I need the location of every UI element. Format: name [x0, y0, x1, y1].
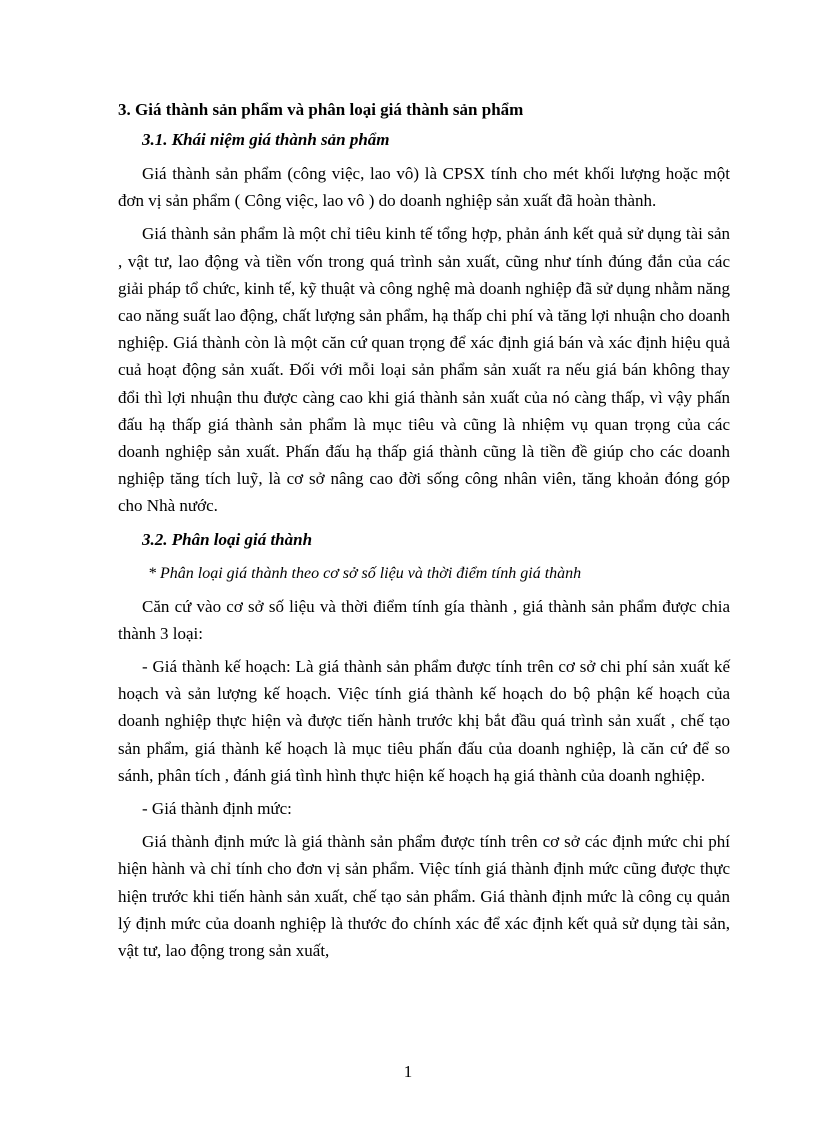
paragraph: Giá thành định mức là giá thành sản phẩm được tính trên cơ sở các định mức chi phí hiện hành và chỉ tính cho đơn vị sản phẩm. Việc tính giá thành định mức cũng được thực hiện trước khi tiến hành sản xuất, chế tạo sản phẩm. Giá thành định mức là công cụ quản lý định mức của doanh nghiệp là thước đo chính xác để xác định kết quả sử dụng tài sản, vật tư, lao động trong sản xuất,: [118, 832, 730, 961]
paragraph: Giá thành sản phẩm (công việc, lao vô) là CPSX tính cho mét khối lượng hoặc một đơn vị sản phẩm ( Công việc, lao vô ) do doanh nghiệp sản xuất đã hoàn thành.: [118, 164, 730, 211]
paragraph: - Giá thành định mức:: [142, 799, 292, 819]
page-number: 1: [403, 1062, 413, 1081]
paragraph: Căn cứ vào cơ sở số liệu và thời điểm tính gía thành , giá thành sản phẩm được chia thành 3 loại:: [118, 596, 730, 643]
subsection-title-concept: 3.1. Khái niệm giá thành sản phẩm: [142, 130, 390, 149]
paragraph: Giá thành sản phẩm là một chỉ tiêu kinh tế tổng hợp, phản ánh kết quả sử dụng tài sản , vật tư, lao động và tiền vốn trong quá trình sản xuất, cũng như tính đúng đắn của các giải pháp tổ chức, kinh tế, kỹ thuật và công nghệ mà doanh nghiệp đã sử dụng nhằm năng cao năng suất lao động, chất lượng sản phẩm, hạ thấp chi phí và tăng lợi nhuận cho doanh nghiệp. Giá thành còn là một căn cứ quan trọng để xác định giá bán và xác định hiệu quả cuả hoạt động sản xuất. Đối với mỗi loại sản phẩm sản xuất ra nếu giá bán không thay đổi thì lợi nhuận thu được càng cao khi giá thành sản xuất của nó càng thấp, vì vậy phấn đấu hạ thấp giá thành sản phẩm là mục tiêu và cũng là nhiệm vụ quan trọng của các doanh nghiệp sản xuất. Phấn đấu hạ thấp giá thành cũng là tiền đề giúp cho các doanh nghiệp tăng tích luỹ, là cơ sở nâng cao đời sống công nhân viên, tăng khoản đóng góp cho Nhà nước.: [118, 224, 730, 516]
section-title: 3. Giá thành sản phẩm và phân loại giá thành sản phẩm: [118, 100, 524, 119]
italic-note: * Phân loại giá thành theo cơ sở số liệu và thời điểm tính giá thành: [148, 564, 582, 582]
paragraph: - Giá thành kế hoạch: Là giá thành sản phẩm được tính trên cơ sở chi phí sản xuất kế hoạch và sản lượng kế hoạch. Việc tính giá thành kế hoạch do bộ phận kế hoạch của doanh nghiệp thực hiện và được tiến hành trước khị bắt đầu quá trình sản xuất , chế tạo sản phẩm, giá thành kế hoạch là mục tiêu phấn đấu của doanh nghiệp, là căn cứ để so sánh, phân tích , đánh giá tình hình thực hiện kế hoạch hạ giá thành của doanh nghiệp.: [118, 657, 730, 785]
document-page: [118, 96, 730, 970]
subsection-title-classification: 3.2. Phân loại giá thành: [142, 529, 313, 549]
